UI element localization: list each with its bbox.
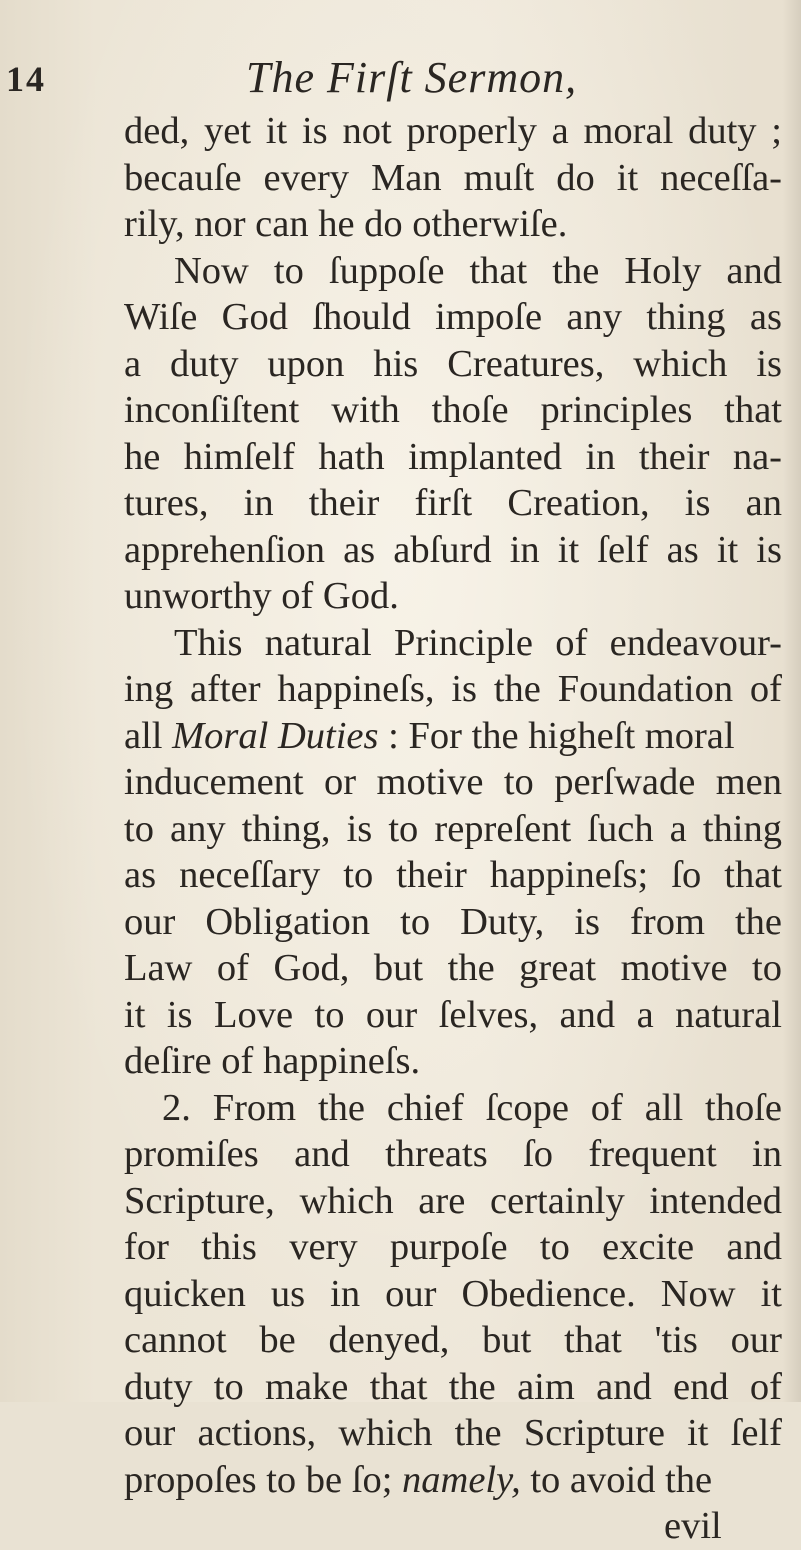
text-line: ing after happineſs, is the Foundation of (124, 668, 782, 710)
text-line: Scripture, which are certainly intended (124, 1179, 782, 1222)
text-line: cannot be denyed, but that 'tis our (124, 1319, 782, 1361)
text-line-with-italic (124, 713, 782, 760)
page-number: 14 (6, 59, 46, 99)
text-line: Law of God, but the great motive to (124, 947, 782, 989)
paragraph-start-line: This natural Principle of endeavour- (174, 621, 782, 664)
text-line: our Obligation to Duty, is from the (124, 900, 782, 943)
body-text (124, 108, 782, 1550)
text-line: becauſe every Man muſt do it neceſſa- (124, 156, 782, 199)
catchword: evil (664, 1505, 722, 1547)
text-line: inducement or motive to perſwade men (124, 761, 782, 803)
text-line: our actions, which the Scripture it ſelf (124, 1412, 782, 1454)
text-line: inconſiſtent with thoſe principles that (124, 389, 782, 431)
text-line-with-italic (124, 1457, 782, 1504)
text-line: promiſes and threats ſo frequent in (124, 1133, 782, 1175)
text-line: for this very purpoſe to excite and (124, 1226, 782, 1268)
italic-phrase: Moral Duties (172, 714, 379, 757)
text-line: deſire of happineſs. (124, 1040, 421, 1082)
paragraph-start-line: 2. From the chief ſcope of all thoſe (162, 1086, 782, 1129)
text-line: unworthy of God. (124, 575, 399, 617)
text-line: a duty upon his Creatures, which is (124, 342, 782, 385)
page-edge-shadow (783, 0, 801, 1402)
paragraph-start-line: Now to ſuppoſe that the Holy and (174, 249, 782, 292)
text-line: to any thing, is to repreſent ſuch a thing (124, 807, 782, 850)
running-head: The Firſt Sermon, (246, 53, 578, 102)
text-line: Wiſe God ſhould impoſe any thing as (124, 296, 782, 338)
text-run: : For the higheſt moral (388, 714, 735, 757)
italic-phrase: namely, (402, 1458, 521, 1501)
text-line: apprehenſion as abſurd in it ſelf as it is (124, 528, 782, 571)
text-line: rily, nor can he do otherwiſe. (124, 203, 568, 245)
text-run: to avoid the (530, 1458, 713, 1501)
text-run: propoſes to be ſo; (124, 1458, 393, 1501)
text-line: duty to make that the aim and end of (124, 1365, 782, 1408)
text-line: tures, in their firſt Creation, is an (124, 482, 782, 524)
text-run: all (124, 714, 163, 757)
text-line: quicken us in our Obedience. Now it (124, 1272, 782, 1315)
text-line: as neceſſary to their happineſs; ſo that (124, 854, 782, 896)
text-line: he himſelf hath implanted in their na- (124, 435, 782, 478)
text-line: it is Love to our ſelves, and a natural (124, 993, 782, 1036)
text-line: ded, yet it is not properly a moral duty ; (124, 110, 782, 152)
